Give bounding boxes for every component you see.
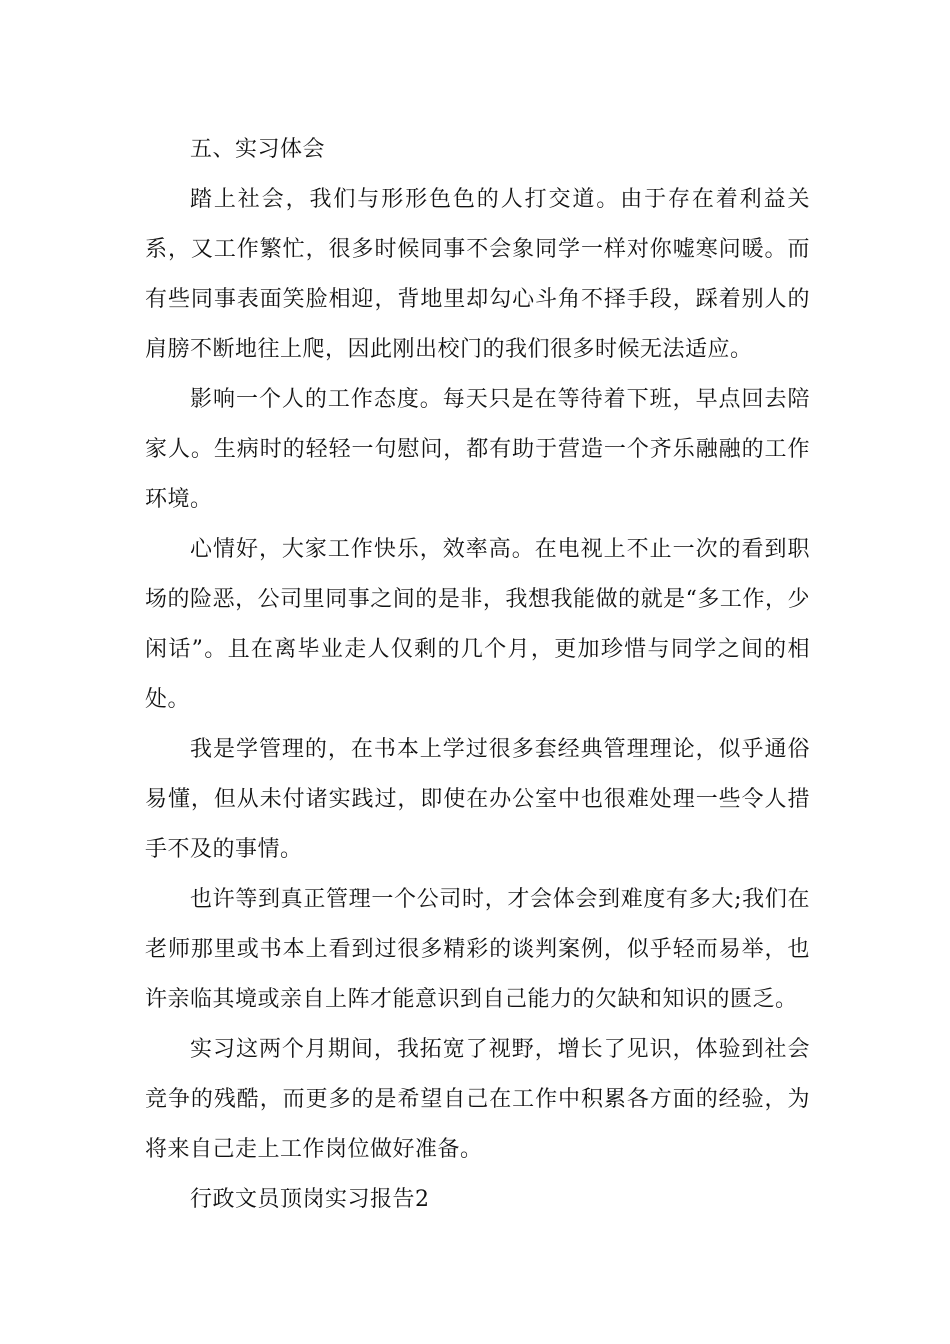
paragraph-3: 心情好，大家工作快乐，效率高。在电视上不止一次的看到职场的险恶，公司里同事之间的是非，我想我能做的就是“多工作，少闲话”。且在离毕业走人仅剩的几个月，更加珍惜与同学之间的相处。: [145, 537, 810, 712]
paragraph-4: 我是学管理的，在书本上学过很多套经典管理理论，似乎通俗易懂，但从未付诸实践过，即使在办公室中也很难处理一些令人措手不及的事情。: [145, 737, 810, 862]
paragraph-5: 也许等到真正管理一个公司时，才会体会到难度有多大;我们在老师那里或书本上看到过很多精彩的谈判案例，似乎轻而易举，也许亲临其境或亲自上阵才能意识到自己能力的欠缺和知识的匮乏。: [145, 887, 810, 1012]
paragraph-6: 实习这两个月期间，我拓宽了视野，增长了见识，体验到社会竞争的残酷，而更多的是希望自己在工作中积累各方面的经验，为将来自己走上工作岗位做好准备。: [145, 1037, 810, 1162]
paragraph-1: 踏上社会，我们与形形色色的人打交道。由于存在着利益关系，又工作繁忙，很多时候同事不会象同学一样对你嘘寒问暖。而有些同事表面笑脸相迎，背地里却勾心斗角不择手段，踩着别人的肩膀不断地往上爬，因此刚出校门的我们很多时候无法适应。: [145, 187, 810, 362]
next-section-title: 行政文员顶岗实习报告2: [190, 1187, 430, 1212]
section-heading: 五、实习体会: [190, 137, 326, 162]
paragraph-2: 影响一个人的工作态度。每天只是在等待着下班，早点回去陪家人。生病时的轻轻一句慰问，都有助于营造一个齐乐融融的工作环境。: [145, 387, 810, 512]
